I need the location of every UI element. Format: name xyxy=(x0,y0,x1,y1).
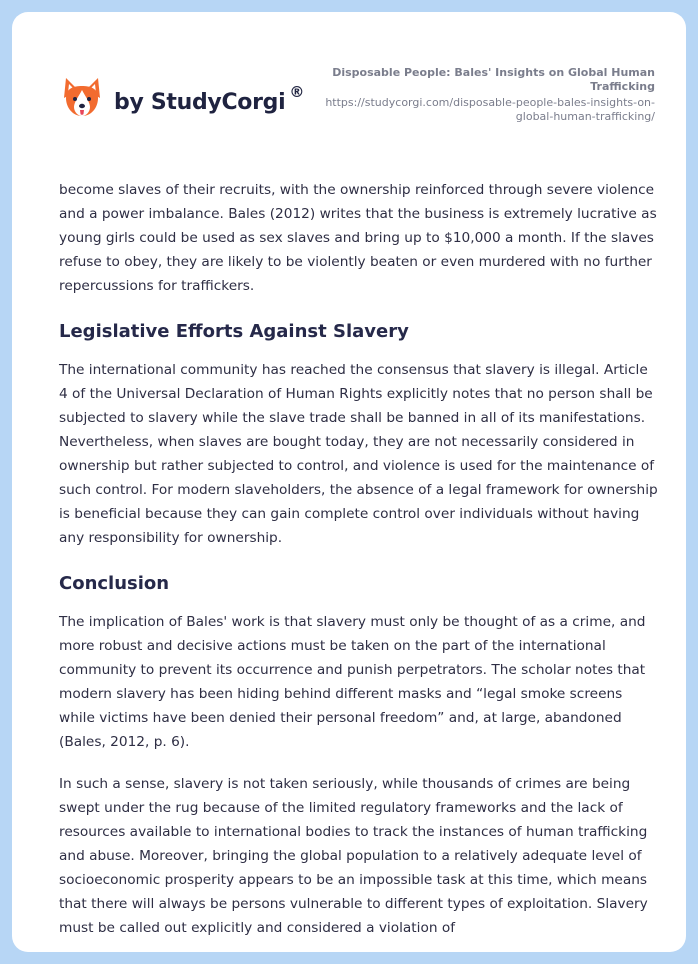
paragraph: The international community has reached the consensus that slavery is illegal. Article 4 of the Universal Declaration of Human Rights explicitly notes that no person shall be subjected to slavery while the slave trade shall be banned in all of its manifestations. Nevertheless, when slaves are bought today, they are not necessarily considered in ownership but rather subjected to control, and violence is used for the maintenance of such control. For modern slaveholders, the absence of a legal framework for ownership is beneficial because they can gain complete control over individuals without having any responsibility for ownership. xyxy=(59,362,658,546)
section-heading-conclusion: Conclusion xyxy=(59,573,170,594)
registered-mark: ® xyxy=(289,83,305,101)
paragraph: The implication of Bales' work is that slavery must only be thought of as a crime, and more robust and decisive actions must be taken on the part of the international community to prevent its occurrence and punish perpetrators. The scholar notes that modern slavery has been hiding behind different masks and “legal smoke screens while victims have been denied their personal freedom” and, at large, abandoned (Bales, 2012, p. 6). xyxy=(59,614,646,750)
paragraph: In such a sense, slavery is not taken seriously, while thousands of crimes are being swept under the rug because of the limited regulatory frameworks and the lack of resources available to international bodies to track the instances of human trafficking and abuse. Moreover, bringing the global population to a relatively adequate level of socioeconomic prosperity appears to be an impossible task at this time, which means that there will always be persons vulnerable to different types of exploitation. Slavery must be called out explicitly and considered a violation of xyxy=(59,776,648,936)
document-title: Disposable People: Bales' Insights on Global Human Trafficking xyxy=(332,66,655,93)
studycorgi-logo[interactable] xyxy=(60,76,304,120)
corgi-logo-icon xyxy=(60,76,104,120)
section-heading-legislative: Legislative Efforts Against Slavery xyxy=(59,321,409,342)
document-meta xyxy=(295,66,655,124)
document-page xyxy=(12,12,686,952)
document-body xyxy=(59,178,659,940)
page-header xyxy=(12,12,686,152)
brand-name: by StudyCorgi xyxy=(114,89,286,115)
paragraph: become slaves of their recruits, with the ownership reinforced through severe violence and a power imbalance. Bales (2012) writes that the business is extremely lucrative as young girls could be used as sex slaves and bring up to $10,000 a month. If the slaves refuse to obey, they are likely to be violently beaten or even murdered with no further repercussions for traffickers. xyxy=(59,182,657,294)
document-url[interactable]: https://studycorgi.com/disposable-people-bales-insights-on-global-human-trafficking/ xyxy=(325,96,655,123)
